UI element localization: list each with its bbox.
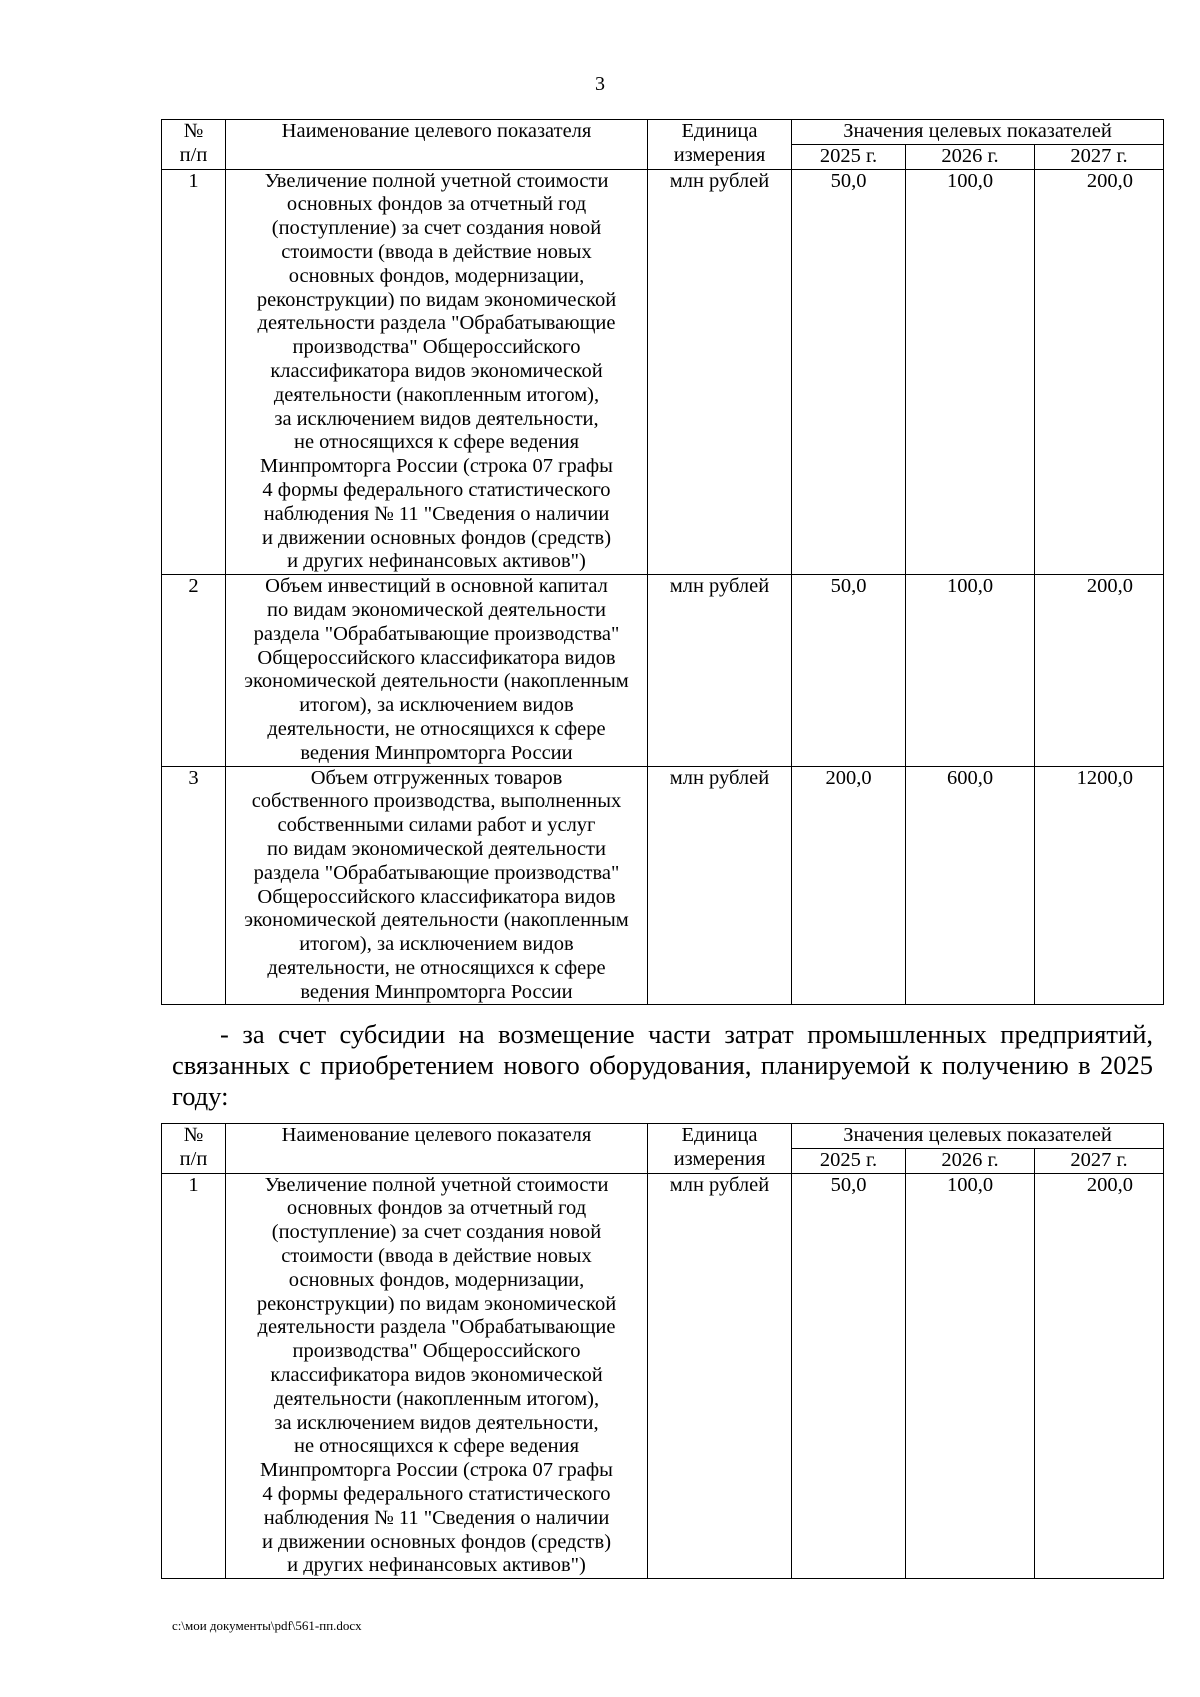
- row-num: 2: [162, 575, 226, 766]
- row-value-2026: 100,0: [906, 575, 1035, 766]
- row-value-2027: 200,0: [1035, 575, 1164, 766]
- row-unit: млн рублей: [648, 169, 792, 575]
- row-num: 1: [162, 169, 226, 575]
- table-row: [162, 1173, 1164, 1579]
- header-unit: Единица измерения: [648, 1124, 792, 1174]
- header-year-2026: 2026 г.: [906, 144, 1035, 169]
- indicators-table-1: [161, 119, 1164, 1005]
- table-row: [162, 575, 1164, 766]
- row-num: 1: [162, 1173, 226, 1579]
- header-values-group: Значения целевых показателей: [792, 120, 1164, 145]
- row-unit: млн рублей: [648, 1173, 792, 1579]
- row-value-2027: 200,0: [1035, 169, 1164, 575]
- row-unit: млн рублей: [648, 575, 792, 766]
- header-num: № п/п: [162, 1124, 226, 1174]
- header-unit: Единица измерения: [648, 120, 792, 170]
- row-value-2025: 200,0: [792, 766, 906, 1005]
- table-header-row: [162, 1124, 1164, 1149]
- header-name: Наименование целевого показателя: [226, 1124, 648, 1174]
- table-row: [162, 169, 1164, 575]
- indicators-table-2: [161, 1123, 1164, 1579]
- row-unit: млн рублей: [648, 766, 792, 1005]
- footer-file-path: c:\мои документы\pdf\561-пп.docx: [172, 1618, 362, 1633]
- row-value-2025: 50,0: [792, 1173, 906, 1579]
- header-year-2027: 2027 г.: [1035, 1148, 1164, 1173]
- row-value-2026: 600,0: [906, 766, 1035, 1005]
- body-paragraph: - за счет субсидии на возмещение части затрат промышленных предприятий, связанных с приобретением нового оборудования, планируемой к получению в 2025 году:: [172, 1019, 1153, 1111]
- row-indicator-name: Увеличение полной учетной стоимости основных фондов за отчетный год (поступление) за счет создания новой стоимости (ввода в действие новых основных фондов, модернизации, реконструкции) по видам экономической деятельности раздела "Обрабатывающие производства" Общероссийского классификатора видов экономической деятельности (накопленным итогом), за исключением видов деятельности, не относящихся к сфере ведения Минпромторга России (строка 07 графы 4 формы федерального статистического наблюдения № 11 "Сведения о наличии и движении основных фондов (средств) и других нефинансовых активов"): [226, 1173, 648, 1579]
- row-indicator-name: Увеличение полной учетной стоимости основных фондов за отчетный год (поступление) за счет создания новой стоимости (ввода в действие новых основных фондов, модернизации, реконструкции) по видам экономической деятельности раздела "Обрабатывающие производства" Общероссийского классификатора видов экономической деятельности (накопленным итогом), за исключением видов деятельности, не относящихся к сфере ведения Минпромторга России (строка 07 графы 4 формы федерального статистического наблюдения № 11 "Сведения о наличии и движении основных фондов (средств) и других нефинансовых активов"): [226, 169, 648, 575]
- table-row: [162, 766, 1164, 1005]
- header-year-2027: 2027 г.: [1035, 144, 1164, 169]
- row-indicator-name: Объем инвестиций в основной капитал по видам экономической деятельности раздела "Обрабатывающие производства" Общероссийского классификатора видов экономической деятельности (накопленным итогом), за исключением видов деятельности, не относящихся к сфере ведения Минпромторга России: [226, 575, 648, 766]
- row-num: 3: [162, 766, 226, 1005]
- header-num: № п/п: [162, 120, 226, 170]
- header-values-group: Значения целевых показателей: [792, 1124, 1164, 1149]
- row-value-2025: 50,0: [792, 575, 906, 766]
- header-year-2026: 2026 г.: [906, 1148, 1035, 1173]
- row-value-2026: 100,0: [906, 169, 1035, 575]
- row-value-2025: 50,0: [792, 169, 906, 575]
- header-name: Наименование целевого показателя: [226, 120, 648, 170]
- row-value-2026: 100,0: [906, 1173, 1035, 1579]
- header-year-2025: 2025 г.: [792, 144, 906, 169]
- page-number: 3: [595, 73, 605, 95]
- table-header-row: [162, 120, 1164, 145]
- row-indicator-name: Объем отгруженных товаров собственного производства, выполненных собственными силами работ и услуг по видам экономической деятельности раздела "Обрабатывающие производства" Общероссийского классификатора видов экономической деятельности (накопленным итогом), за исключением видов деятельности, не относящихся к сфере ведения Минпромторга России: [226, 766, 648, 1005]
- row-value-2027: 1200,0: [1035, 766, 1164, 1005]
- header-year-2025: 2025 г.: [792, 1148, 906, 1173]
- row-value-2027: 200,0: [1035, 1173, 1164, 1579]
